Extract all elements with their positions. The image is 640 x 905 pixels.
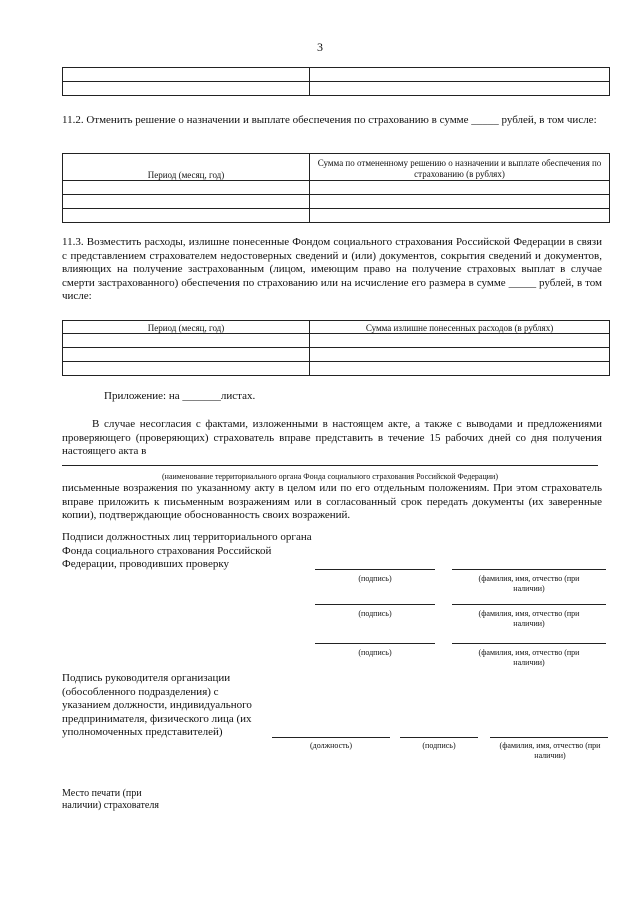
head-position-line: [272, 737, 390, 738]
disagreement-continuation: письменные возражения по указанному акту в целом или по его отдельным положениям. При этом страхователь вправе приложить к письменным возражениям или в согласованный срок передать документы (их заверенные копии), подтверждающие обоснованность своих возражений.: [62, 482, 602, 521]
head-sign-caption: (подпись): [422, 741, 456, 750]
disagreement-text: В случае несогласия с фактами, изложенными в настоящем акте, а также с выводами и предложениями проверяющего (проверяющих) страхователь вправе представить в течение 15 рабочих дней со дня получения настоящего акта в: [62, 418, 602, 457]
head-label: Подпись руководителя организации (обособленного подразделения) с указанием должности, индивидуального предпринимателя, физического лица (их уполномоченных представителей): [62, 672, 252, 738]
official-1-name-line: [452, 569, 606, 570]
section-11-2-table: [62, 153, 610, 223]
official-1-name-caption: (фамилия, имя, отчество (при наличии): [478, 574, 580, 593]
official-2-name-line: [452, 604, 606, 605]
col-period-header: Период (месяц, год): [63, 154, 310, 181]
section-11-2-text: 11.2. Отменить решение о назначении и выплате обеспечения по страхованию в сумме _____ рублей, в том числе:: [62, 114, 597, 126]
head-sign-line: [400, 737, 478, 738]
officials-label: Подписи должностных лиц территориального органа Фонда социального страхования Российской Федерации, проводивших проверку: [62, 531, 312, 570]
continuation-table: [62, 67, 610, 96]
official-2-sign-caption: (подпись): [358, 609, 392, 618]
head-name-line: [490, 737, 608, 738]
official-2-name-caption: (фамилия, имя, отчество (при наличии): [478, 609, 580, 628]
col-sum-header: Сумма излишне понесенных расходов (в рублях): [310, 321, 610, 334]
official-1-sign-line: [315, 569, 435, 570]
col-sum-header: Сумма по отмененному решению о назначении и выплате обеспечения по страхованию (в рублях): [310, 154, 610, 181]
head-name-caption: (фамилия, имя, отчество (при наличии): [499, 741, 601, 760]
stamp-place: Место печати (при наличии) страхователя: [62, 788, 159, 811]
section-11-3-table: [62, 320, 610, 376]
official-3-sign-line: [315, 643, 435, 644]
head-position-caption: (должность): [310, 741, 352, 750]
page-number: 3: [317, 40, 323, 54]
attachment-line: Приложение: на _______листах.: [104, 390, 256, 402]
official-3-name-line: [452, 643, 606, 644]
territorial-body-caption: (наименование территориального органа Фонда социального страхования Российской Федерации): [162, 472, 498, 481]
official-3-name-caption: (фамилия, имя, отчество (при наличии): [478, 648, 580, 667]
col-period-header: Период (месяц, год): [63, 321, 310, 334]
official-1-sign-caption: (подпись): [358, 574, 392, 583]
official-2-sign-line: [315, 604, 435, 605]
section-11-3-text: 11.3. Возместить расходы, излишне понесенные Фондом социального страхования Российской Федерации в связи с представлением страхователем недостоверных сведений и (или) документов, сокрытия сведений и документов, влияющих на получение застрахованным (лицом, имеющим право на получение страховых выплат в случае смерти застрахованного) обеспечения по страхованию или на исчисление его размера в сумме _____ рублей, в том числе:: [62, 236, 602, 302]
territorial-body-line: [62, 465, 598, 466]
official-3-sign-caption: (подпись): [358, 648, 392, 657]
